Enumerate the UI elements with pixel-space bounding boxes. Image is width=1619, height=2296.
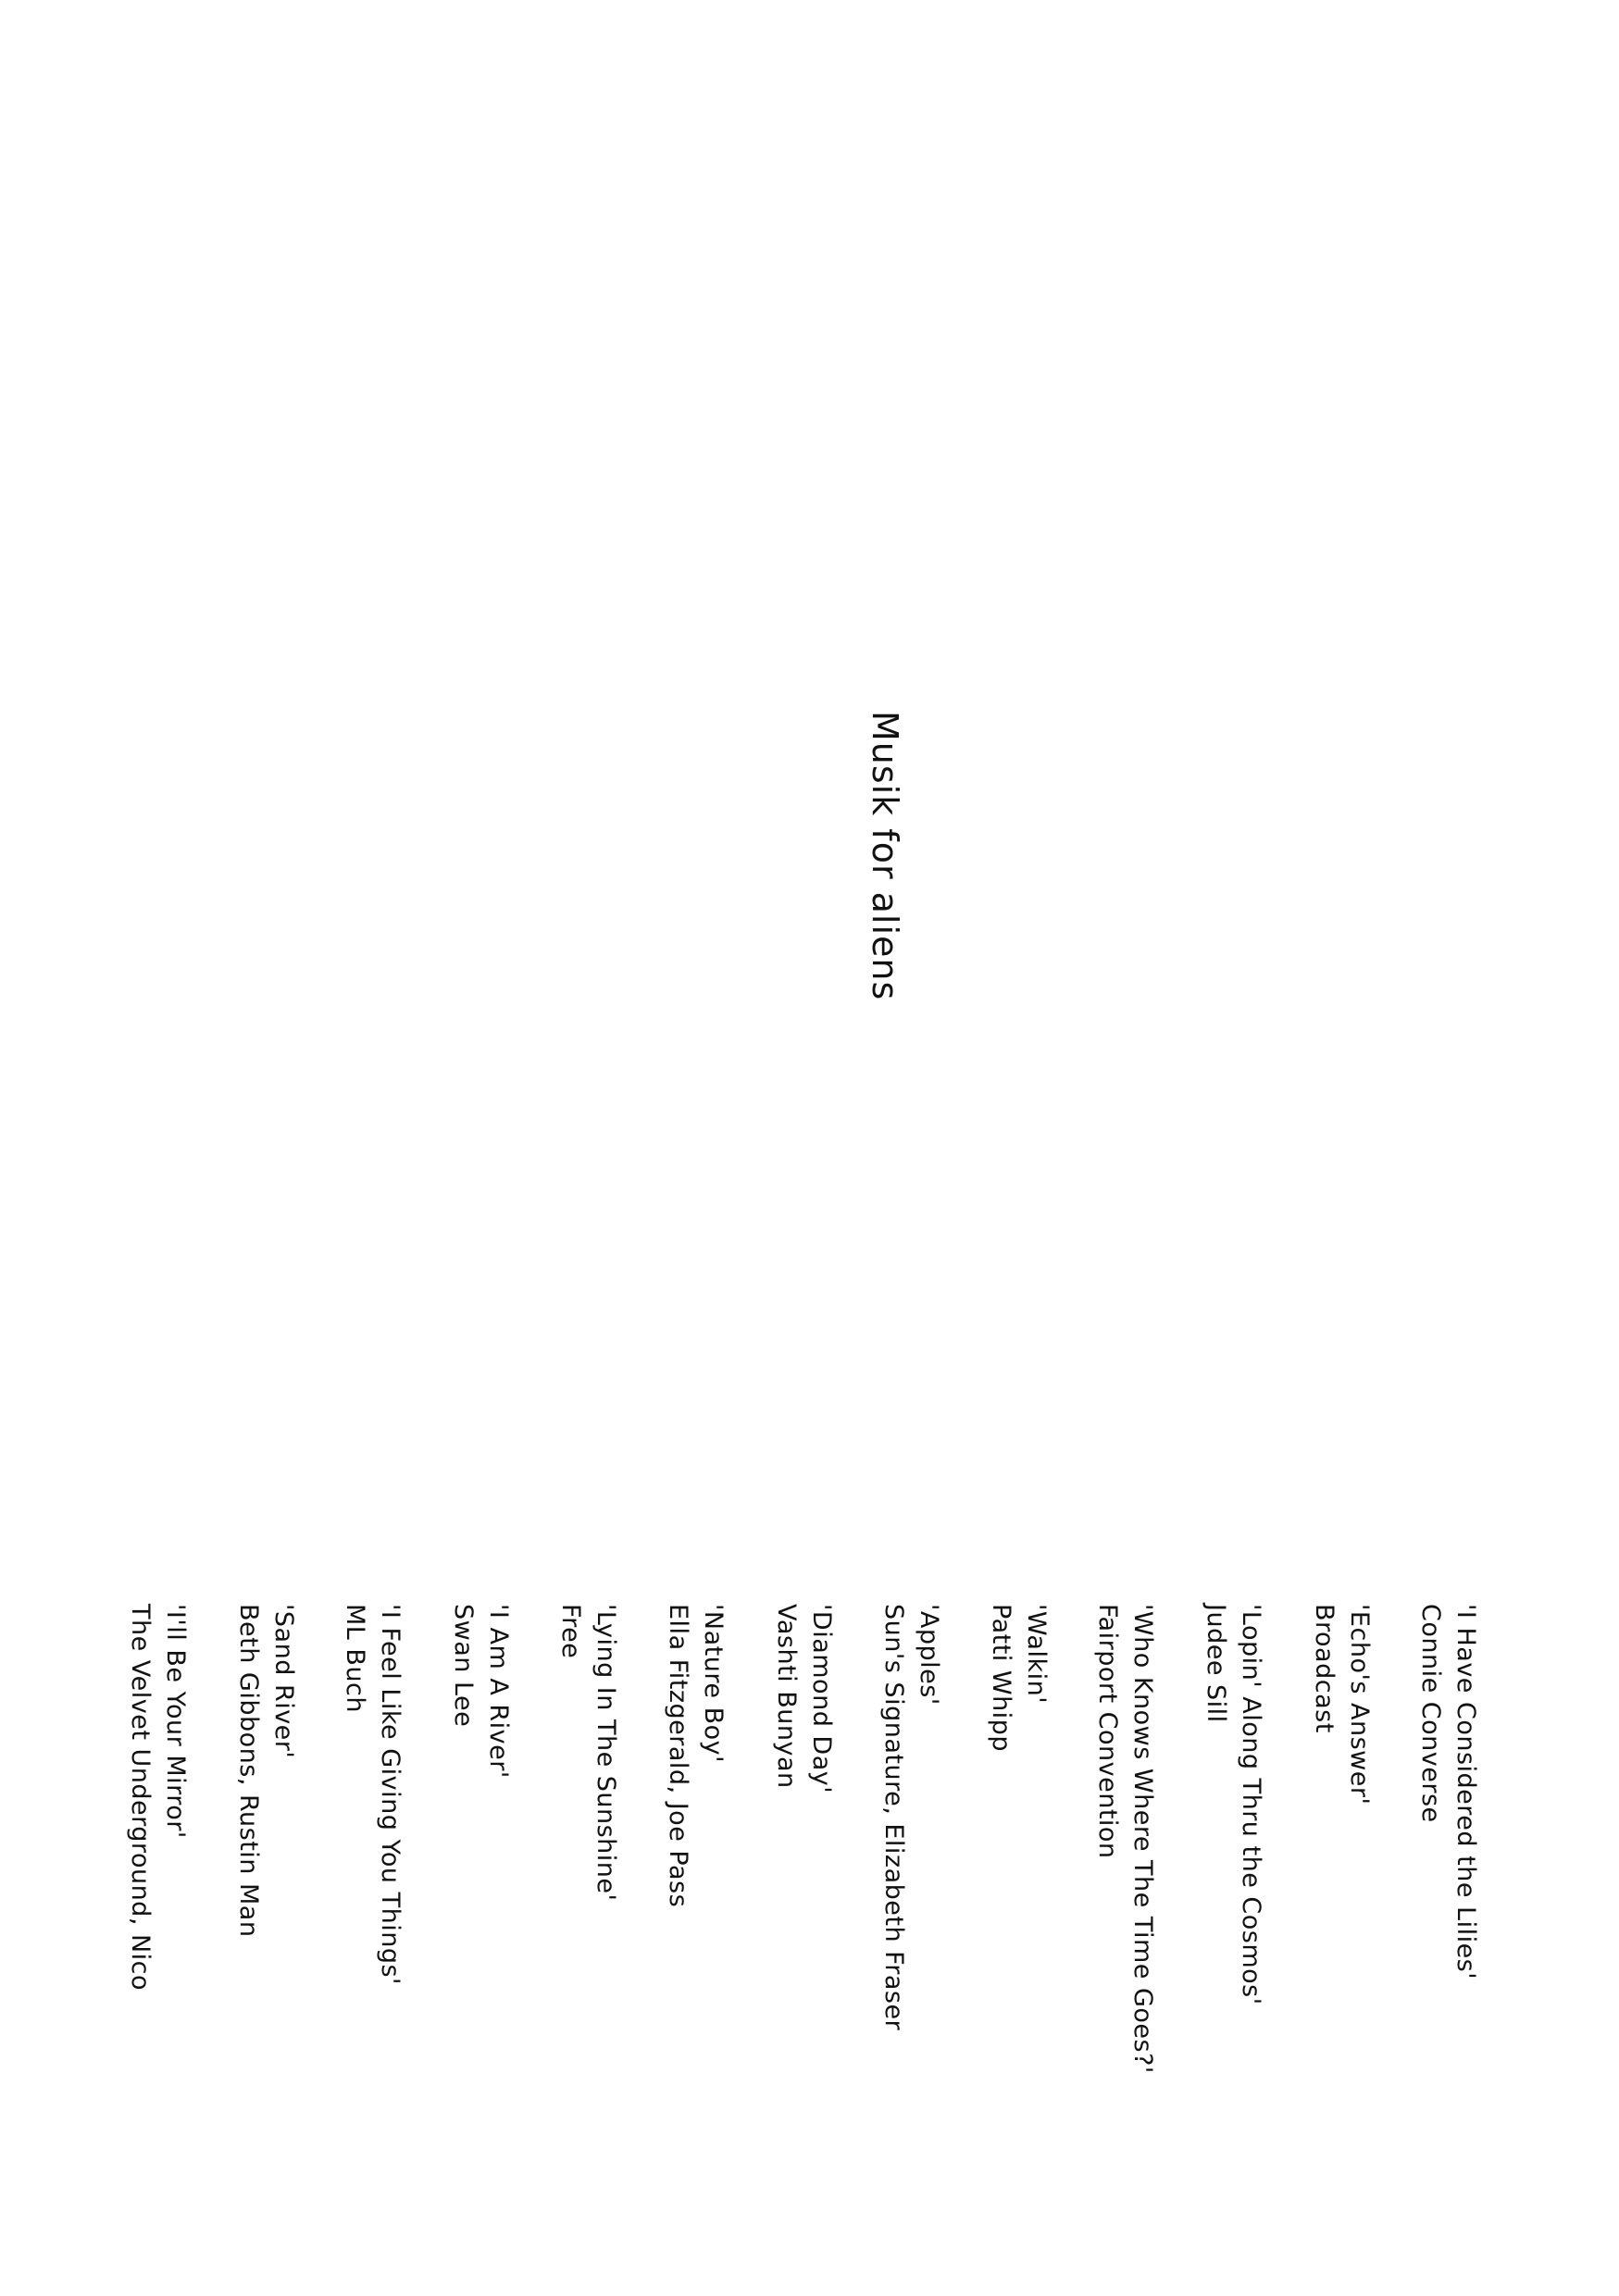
track-artist: ML Buch <box>341 1604 369 1714</box>
track-song: 'Who Knows Where The Time Goes?' <box>1128 1604 1157 2074</box>
track-song: 'Nature Boy' <box>699 1604 728 1764</box>
track-item <box>660 1604 730 1907</box>
track-artist: Patti Whipp <box>987 1604 1015 1752</box>
track-song: 'I'll Be Your Mirror' <box>161 1604 190 1839</box>
track-item <box>876 1604 946 2030</box>
track-artist: Beth Gibbons, Rustin Man <box>234 1604 263 1938</box>
track-item <box>768 1604 839 1793</box>
track-item <box>230 1604 301 1937</box>
track-item <box>983 1604 1053 1752</box>
track-artist: Judee Sill <box>1202 1604 1230 1723</box>
track-artist: Connie Converse <box>1416 1604 1445 1823</box>
track-song: 'I Am A River' <box>484 1604 513 1779</box>
track-item <box>337 1604 407 1985</box>
track-song: 'Apples' <box>915 1604 943 1706</box>
track-item <box>1090 1604 1160 2074</box>
track-song: 'Echo's Answer' <box>1345 1604 1374 1806</box>
track-artist: The Velvet Underground, Nico <box>126 1604 155 1992</box>
track-artist: Free <box>556 1604 585 1659</box>
track-song: 'Lying In The Sunshine' <box>592 1604 620 1902</box>
track-artist: Swan Lee <box>449 1604 478 1728</box>
track-song: 'Diamond Day' <box>807 1604 836 1794</box>
track-song: 'Lopin' Along Thru the Cosmos' <box>1237 1604 1265 2005</box>
track-item <box>553 1604 623 1901</box>
track-item <box>445 1604 516 1779</box>
track-song: 'I Feel Like Giving You Things' <box>376 1604 405 1985</box>
track-item <box>122 1604 193 1991</box>
track-song: 'Sand River' <box>269 1604 298 1759</box>
track-item <box>1413 1604 1483 1980</box>
track-artist: Fairport Convention <box>1093 1604 1122 1859</box>
track-artist: Broadcast <box>1310 1604 1339 1733</box>
track-song: 'Walkin' <box>1022 1604 1051 1705</box>
track-artist: Ella Fitzgerald, Joe Pass <box>664 1604 692 1908</box>
track-item <box>1306 1604 1376 1805</box>
track-artist: Sun's Signature, Elizabeth Fraser <box>879 1604 908 2031</box>
track-song: 'I Have Considered the Lilies' <box>1451 1604 1480 1980</box>
track-artist: Vashti Bunyan <box>772 1604 801 1789</box>
track-item <box>1198 1604 1268 2005</box>
page-title: Musik for aliens <box>865 711 905 1001</box>
